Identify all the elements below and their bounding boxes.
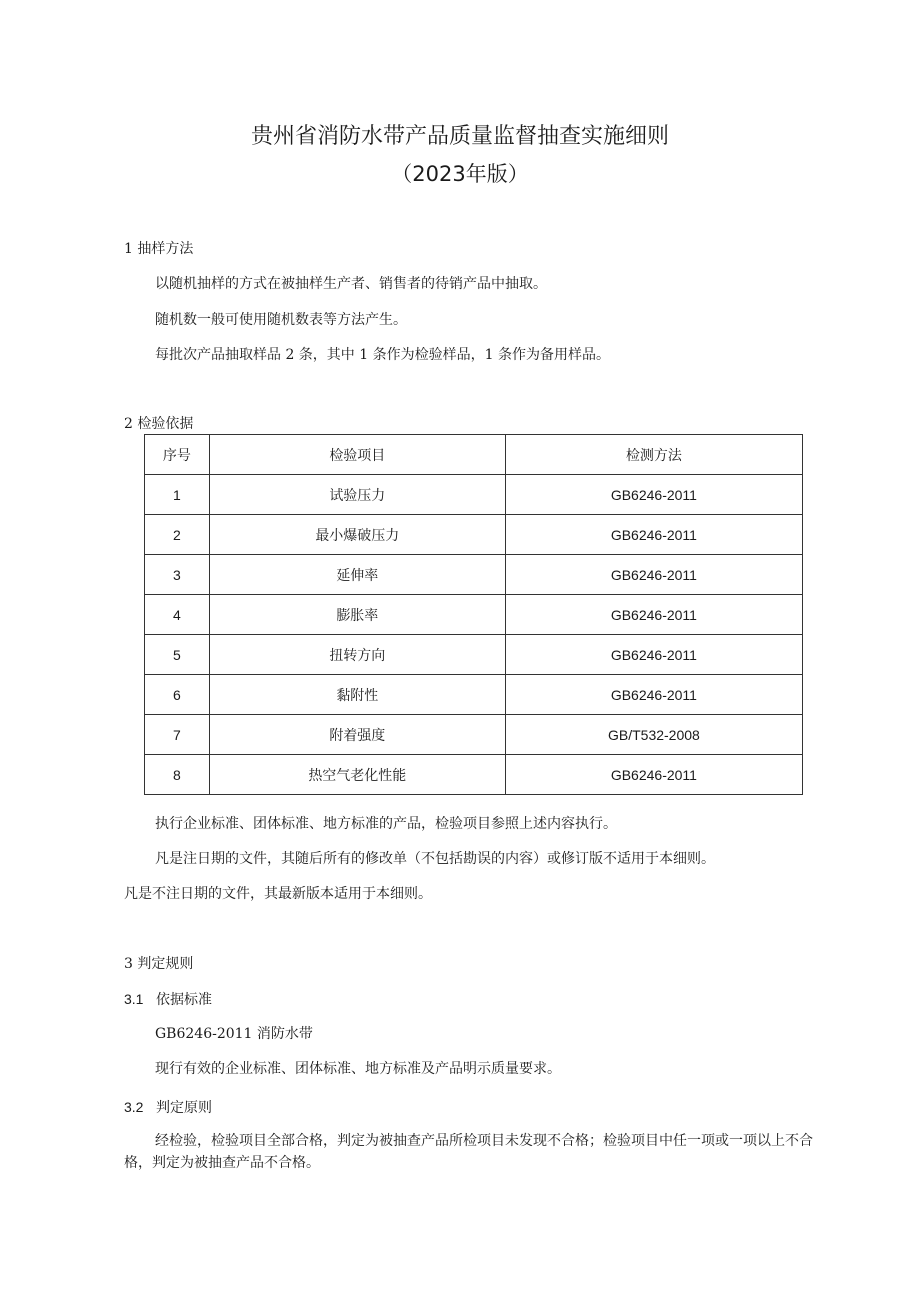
cell-method: GB6246-2011 <box>505 635 802 675</box>
cell-no: 4 <box>145 595 210 635</box>
section2-note: 凡是注日期的文件，其随后所有的修改单（不包括勘误的内容）或修订版不适用于本细则。 <box>155 851 715 867</box>
cell-no: 1 <box>145 475 210 515</box>
cell-method: GB6246-2011 <box>505 755 802 795</box>
cell-item: 最小爆破压力 <box>209 515 505 555</box>
col-header-method: 检测方法 <box>505 435 802 475</box>
cell-no: 6 <box>145 675 210 715</box>
section1-heading: 1 抽样方法 <box>124 241 194 257</box>
cell-method: GB6246-2011 <box>505 555 802 595</box>
document-title: 贵州省消防水带产品质量监督抽查实施细则 <box>250 124 669 149</box>
section1-line: 每批次产品抽取样品 2 条，其中 1 条作为检验样品，1 条作为备用样品。 <box>155 347 610 363</box>
cell-item: 热空气老化性能 <box>209 755 505 795</box>
subsection-3-1-heading <box>124 989 212 1010</box>
cell-item: 试验压力 <box>209 475 505 515</box>
table-header-row <box>145 435 803 475</box>
cell-no: 7 <box>145 715 210 755</box>
cell-no: 5 <box>145 635 210 675</box>
standard-reference: GB6246-2011 消防水带 <box>155 1026 313 1042</box>
cell-method: GB6246-2011 <box>505 515 802 555</box>
col-header-item: 检验项目 <box>209 435 505 475</box>
table-row <box>145 475 803 515</box>
cell-method: GB6246-2011 <box>505 595 802 635</box>
section2-note: 执行企业标准、团体标准、地方标准的产品，检验项目参照上述内容执行。 <box>155 816 617 832</box>
section1-line: 以随机抽样的方式在被抽样生产者、销售者的待销产品中抽取。 <box>155 276 547 292</box>
standard-requirement: 现行有效的企业标准、团体标准、地方标准及产品明示质量要求。 <box>155 1061 561 1077</box>
section1-line: 随机数一般可使用随机数表等方法产生。 <box>155 312 407 328</box>
cell-item: 扭转方向 <box>209 635 505 675</box>
subsection-number: 3.1 <box>124 991 144 1007</box>
col-header-no: 序号 <box>145 435 210 475</box>
cell-item: 膨胀率 <box>209 595 505 635</box>
table-row <box>145 515 803 555</box>
section2-note: 凡是不注日期的文件，其最新版本适用于本细则。 <box>124 886 432 902</box>
table-row <box>145 755 803 795</box>
table-row <box>145 635 803 675</box>
cell-no: 8 <box>145 755 210 795</box>
table-row <box>145 595 803 635</box>
table-row <box>145 715 803 755</box>
section3-heading: 3 判定规则 <box>124 956 194 972</box>
cell-no: 2 <box>145 515 210 555</box>
cell-item: 黏附性 <box>209 675 505 715</box>
subsection-title: 依据标准 <box>156 992 212 1008</box>
cell-method: GB6246-2011 <box>505 675 802 715</box>
cell-method: GB/T532-2008 <box>505 715 802 755</box>
table-row <box>145 555 803 595</box>
judgement-principle-paragraph: 经检验，检验项目全部合格，判定为被抽查产品所检项目未发现不合格；检验项目中任一项或一项以上不合格，判定为被抽查产品不合格。 <box>124 1133 813 1171</box>
inspection-table <box>144 434 803 795</box>
cell-item: 附着强度 <box>209 715 505 755</box>
cell-method: GB6246-2011 <box>505 475 802 515</box>
subsection-3-2-heading <box>124 1097 212 1118</box>
section2-heading: 2 检验依据 <box>124 416 194 432</box>
table-row <box>145 675 803 715</box>
cell-item: 延伸率 <box>209 555 505 595</box>
subsection-title: 判定原则 <box>156 1100 212 1116</box>
document-edition: （2023年版） <box>391 162 529 186</box>
subsection-number: 3.2 <box>124 1099 144 1115</box>
cell-no: 3 <box>145 555 210 595</box>
